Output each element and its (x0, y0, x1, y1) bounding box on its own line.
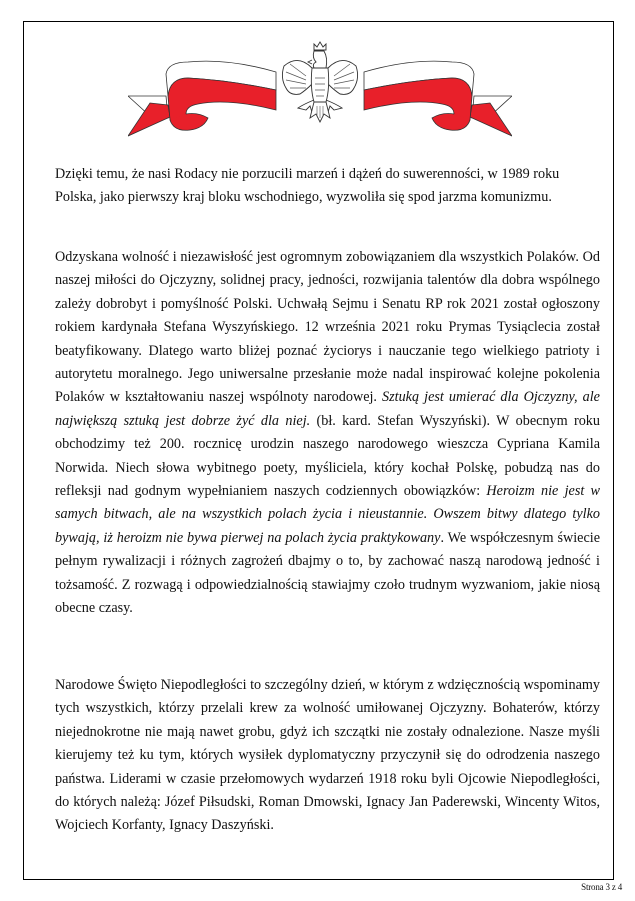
wyszynski-quote: Sztuką jest umierać dla Ojczyzny, ale największą sztuką jest dobrze żyć dla niej. (55, 389, 600, 429)
polish-flag-ribbon-left-icon (128, 61, 276, 136)
paragraph-text: Odzyskana wolność i niezawisłość jest ogromnym zobowiązaniem dla wszystkich Polaków. Od naszej miłości do Ojczyzny, solidnej pracy, jedności, rozwijania talentów dla dobra wspólnego zależy dobrobyt i pomyślność Polski. Uchwałą Sejmu i Senatu RP rok 2021 został ogłoszony rokiem kardynała Stefana Wyszyńskiego. 12 września 2021 roku Prymas Tysiąclecia został beatyfikowany. Dlatego warto bliżej poznać życiorys i nauczanie tego wielkiego patrioty i autorytetu moralnego. Jego uniwersalne przesłanie może nadal inspirować kolejne pokolenia Polaków w kształtowaniu naszej wspólnoty narodowej. (55, 249, 600, 406)
paragraph-sovereignty (55, 163, 600, 210)
paragraph-text: Dzięki temu, że nasi Rodacy nie porzucili marzeń i dążeń do suwerenności, w 1989 roku Polska, jako pierwszy kraj bloku wschodniego, wyzwoliła się spod jarzma komunizmu. (55, 166, 560, 206)
paragraph-freedom-obligation (55, 246, 600, 621)
polish-white-eagle-emblem-icon (282, 42, 357, 122)
norwid-quote: Heroizm nie jest w samych bitwach, ale na wszystkich polach życia i nieustannie. Owszem bitwy dlatego tylko bywają, iż heroizm nie bywa pierwej na polach życia praktykowany (55, 483, 601, 546)
polish-flag-ribbon-right-icon (364, 61, 512, 136)
paragraph-text: Narodowe Święto Niepodległości to szczególny dzień, w którym z wdzięcznością wspominamy tych wszystkich, którzy przelali krew za wolność umiłowanej Ojczyzny. Bohaterów, którzy niejednokrotne nie mają nawet grobu, gdyż ich szczątki nie zostały odnalezione. Nasze myśli kierujemy też ku tym, których wysiłek dyplomatyczny przyczynił się do odrodzenia naszego państwa. Liderami w czasie przełomowych wydarzeń 1918 roku byli Ojcowie Niepodległości, do których należą: Józef Piłsudski, Roman Dmowski, Ignacy Jan Paderewski, Wincenty Witos, Wojciech Korfanty, Ignacy Daszyński. (55, 677, 600, 834)
paragraph-text: (bł. kard. Stefan Wyszyński). W obecnym roku obchodzimy też 200. rocznicę urodzin naszego narodowego wieszcza Cypriana Kamila Norwida. Niech słowa wybitnego poety, myśliciela, który kochał Polskę, pobudzą nas do refleksji nad godnym wypełnianiem naszych codziennych obowiązków: (55, 412, 600, 500)
paragraph-independence-day (55, 674, 600, 838)
paragraph-text: . We współczesnym świecie pełnym rywalizacji i różnych zagrożeń dbajmy o to, by zachować naszą narodową jedność i tożsamość. Z rozwagą i odpowiedzialnością stawiajmy czoło trudnym wyzwaniom, jakie niosą obecne czasy. (55, 529, 600, 617)
page-number: Strona 3 z 4 (581, 882, 622, 892)
header-emblem (128, 38, 512, 138)
